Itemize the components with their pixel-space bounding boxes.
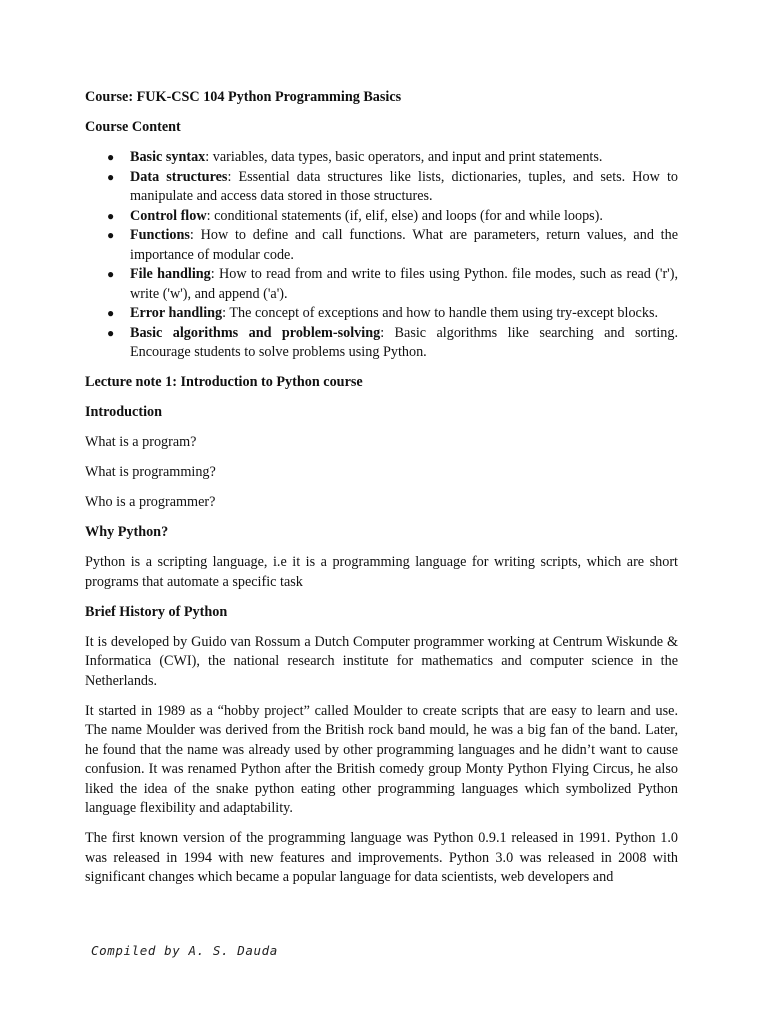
list-item — [107, 324, 678, 363]
list-item-term: Functions — [130, 227, 190, 243]
list-item-text: : Basic algorithms like searching and sorting. Encourage students to solve problems using Python. — [130, 324, 678, 360]
list-item-term: Basic syntax — [130, 149, 206, 165]
list-item — [107, 226, 678, 265]
why-python-paragraph: Python is a scripting language, i.e it is a programming language for writing scripts, which are short programs that automate a specific task — [85, 554, 678, 590]
bullet-icon: ● — [107, 267, 115, 281]
bullet-icon: ● — [107, 169, 115, 184]
list-item-text: : variables, data types, basic operators, and input and print statements. — [205, 149, 603, 165]
course-content-list — [85, 148, 678, 363]
list-item-term: Basic algorithms and problem-solving — [130, 324, 381, 341]
page-footer: Compiled by A. S. Dauda — [91, 943, 278, 958]
why-python-heading: Why Python? — [85, 524, 169, 540]
list-item-text: : How to read from and write to files using Python. file modes, such as read ('r'), write ('w'), and append ('a'). — [130, 266, 678, 302]
bullet-icon: ● — [107, 306, 115, 320]
list-item-text: : How to define and call functions. What are parameters, return values, and the importance of modular code. — [130, 227, 678, 263]
course-content-heading: Course Content — [85, 119, 181, 135]
course-title: Course: FUK-CSC 104 Python Programming Basics — [85, 89, 402, 105]
bullet-icon: ● — [107, 325, 115, 340]
history-paragraph: It started in 1989 as a “hobby project” called Moulder to create scripts that are easy to learn and use. The name Moulder was derived from the British rock band mould, he was a big fan of the band. Later, he found that the name was already used by other programming languages and he didn’t want to cause confusion. It was renamed Python after the British comedy group Monty Python Flying Circus, he also liked the idea of the snake python eating other programming languages which symbolized Python language flexibility and adaptability. — [85, 702, 678, 816]
introduction-heading: Introduction — [85, 404, 162, 420]
list-item-text: : conditional statements (if, elif, else) and loops (for and while loops). — [206, 207, 603, 224]
document-page — [85, 88, 678, 898]
history-paragraph: It is developed by Guido van Rossum a Dutch Computer programmer working at Centrum Wiskunde & Informatica (CWI), the national research institute for mathematics and computer science in the Netherlands. — [85, 633, 678, 689]
list-item-term: Control flow — [130, 207, 207, 224]
list-item-text: : The concept of exceptions and how to handle them using try-except blocks. — [222, 305, 659, 321]
list-item-term: File handling — [130, 266, 211, 282]
history-heading: Brief History of Python — [85, 603, 228, 620]
list-item — [107, 148, 678, 168]
list-item — [107, 304, 678, 324]
question-program: What is a program? — [85, 434, 197, 450]
list-item — [107, 168, 678, 207]
list-item-term: Data structures — [130, 168, 228, 185]
history-paragraph: The first known version of the programming language was Python 0.9.1 released in 1991. Python 1.0 was released in 1994 with new features and improvements. Python 3.0 was released in 2008 with significant changes which became a popular language for data scientists, web developers and — [85, 830, 678, 885]
lecture-title: Lecture note 1: Introduction to Python course — [85, 374, 363, 390]
question-programming: What is programming? — [85, 464, 216, 480]
list-item-term: Error handling — [130, 305, 223, 321]
bullet-icon: ● — [107, 228, 115, 242]
question-programmer: Who is a programmer? — [85, 494, 216, 510]
list-item — [107, 265, 678, 304]
list-item-text: : Essential data structures like lists, dictionaries, tuples, and sets. How to manipulate and access data stored in those structures. — [130, 168, 678, 204]
bullet-icon: ● — [107, 150, 115, 164]
list-item — [107, 207, 678, 227]
bullet-icon: ● — [107, 208, 115, 223]
